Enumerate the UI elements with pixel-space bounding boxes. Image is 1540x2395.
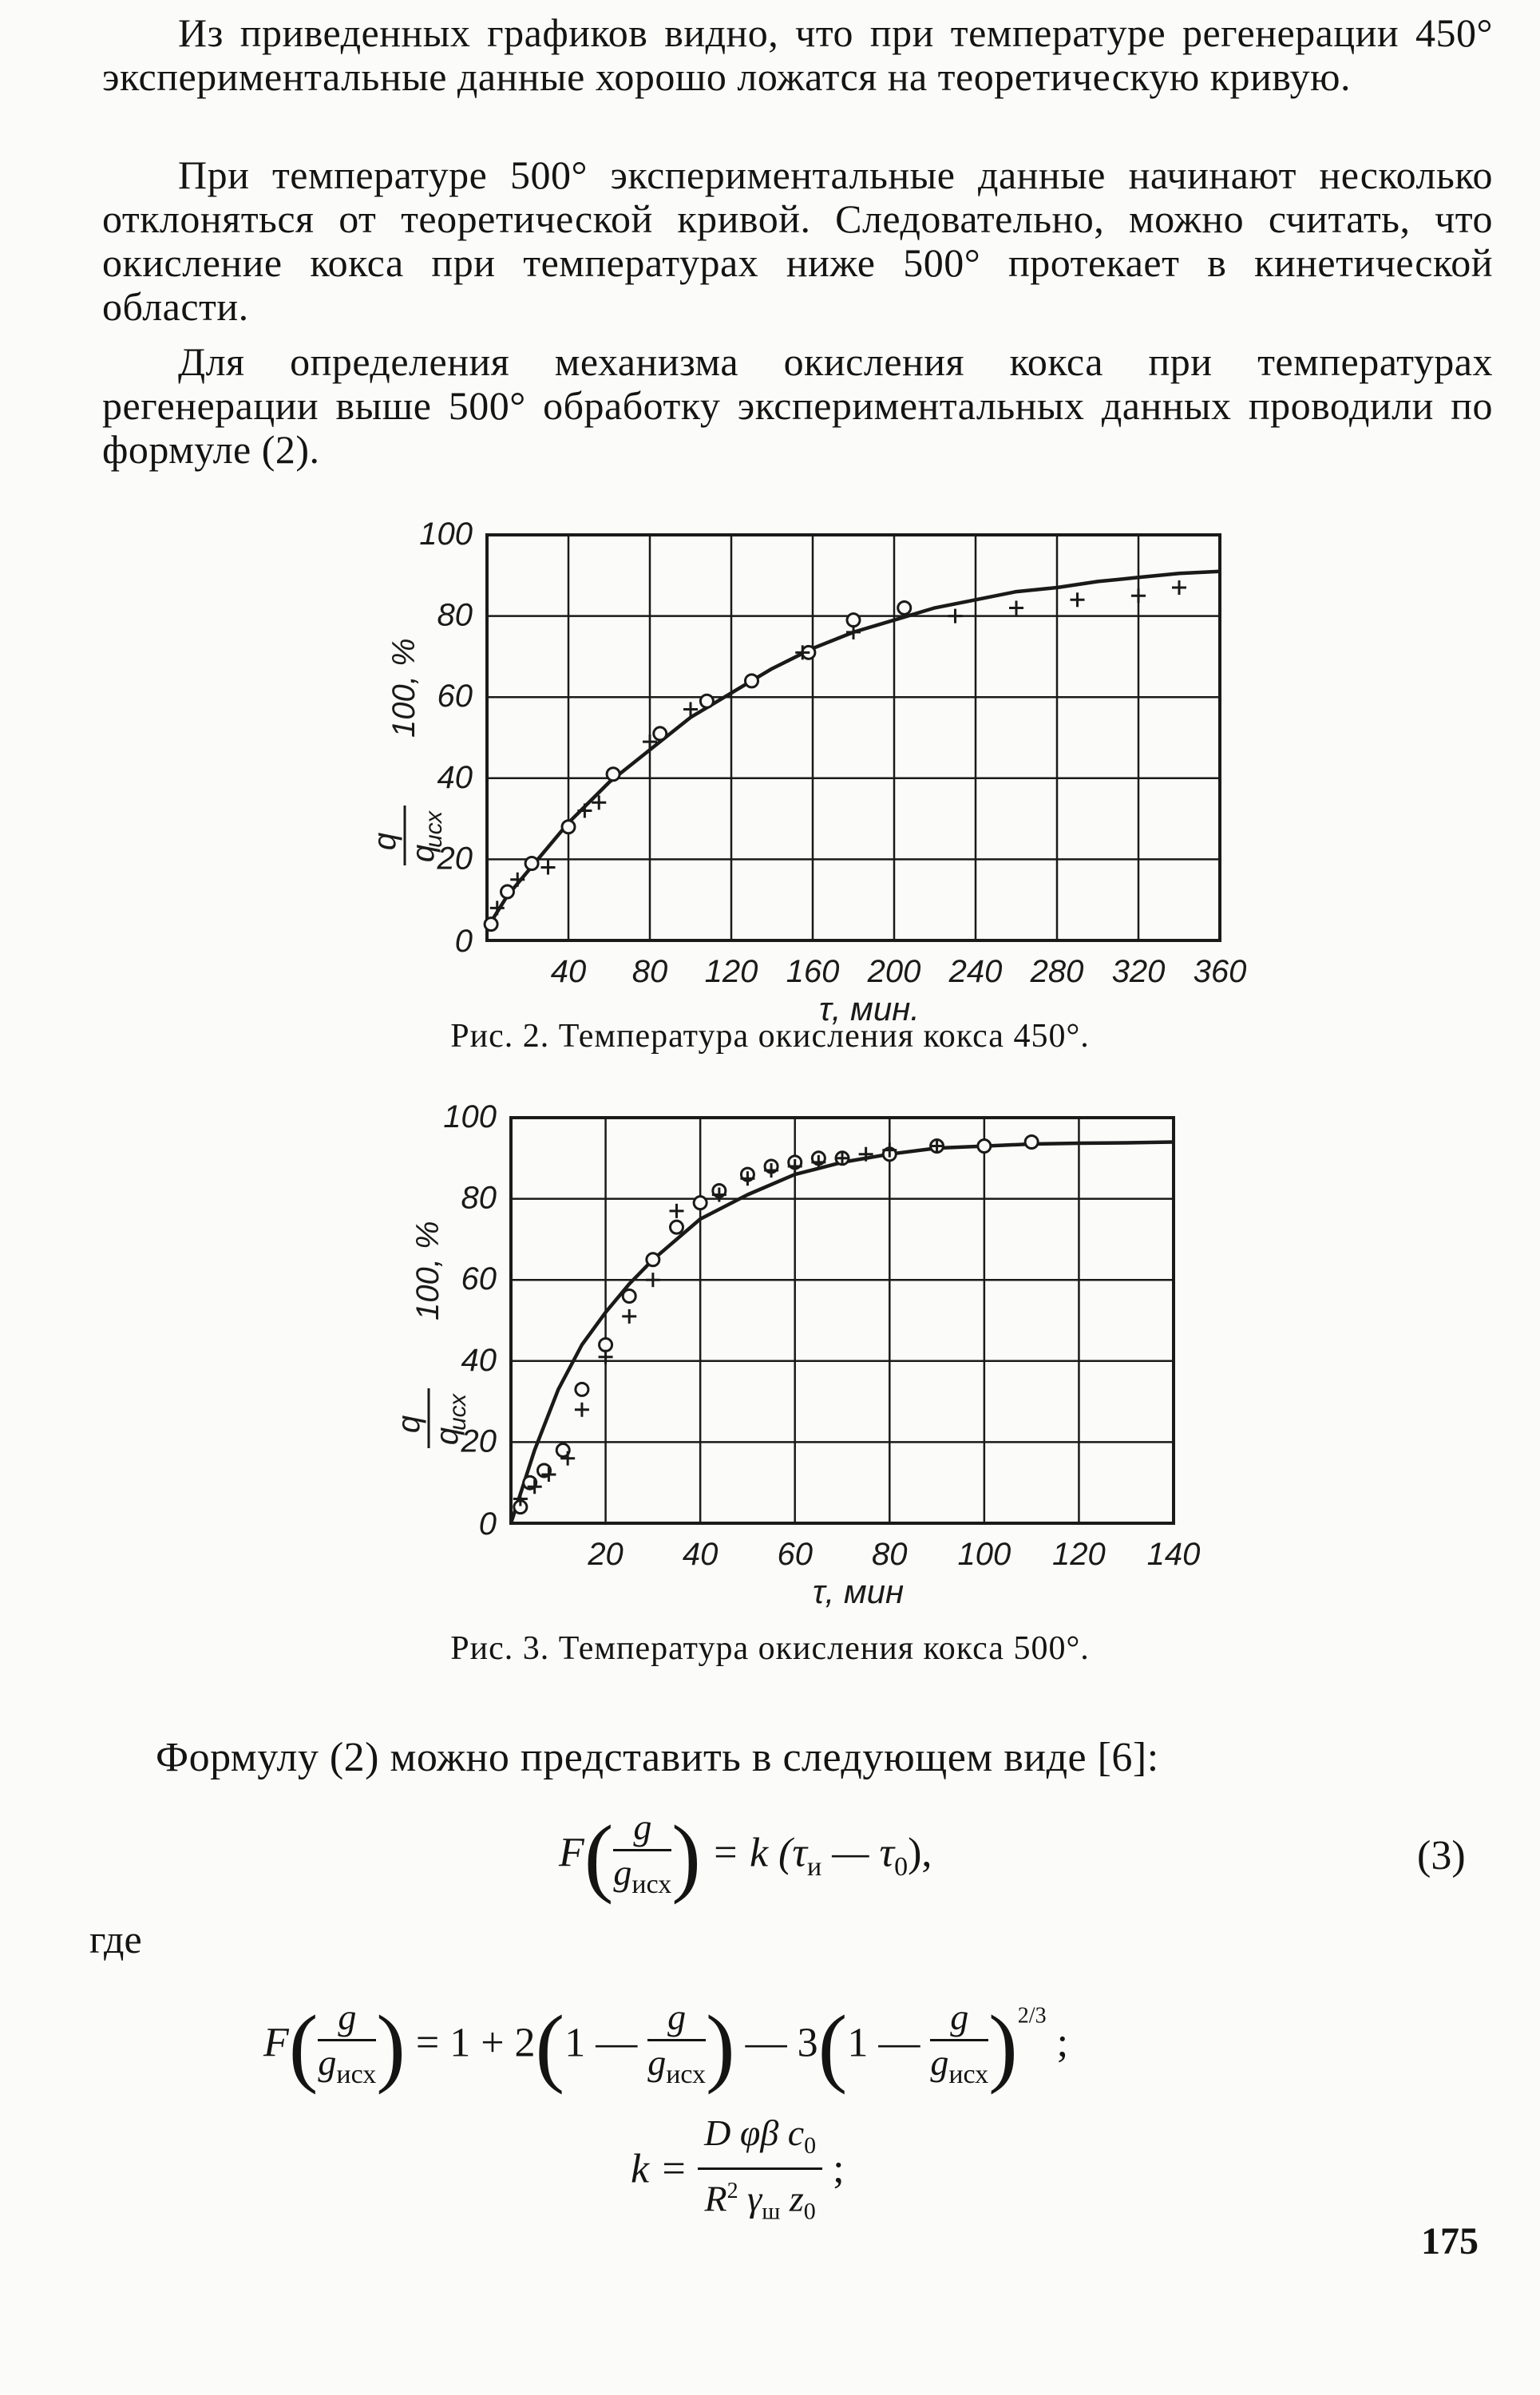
data-point-circle xyxy=(898,601,911,614)
eqf-minus3: — 3 xyxy=(745,2020,818,2066)
data-point-circle xyxy=(485,918,497,931)
eq3-f: F xyxy=(559,1830,584,1876)
equation-f: F( $\frac{g}{g_{исх}}$ ) = 1 + 2(1 — $\frac{g}{g_{исх}}$ ) — 3(1 — $\frac{g}{g_{исх}}$ )$^{2/3}$ ; xyxy=(263,1996,1068,2097)
data-point-circle xyxy=(700,695,713,707)
eqf-f: F xyxy=(263,2020,289,2066)
paragraph-1: Из приведенных графиков видно, что при температуре регенерации 450° экспериментальные данные хорошо ложатся на теоретическую кривую. xyxy=(102,10,1493,99)
data-point-circle xyxy=(671,1221,683,1233)
eq3-rhs: = k (τ xyxy=(711,1830,807,1876)
x-tick-label: 280 xyxy=(1030,954,1084,989)
y-tick-label: 40 xyxy=(437,759,473,795)
data-point-cross xyxy=(575,1403,589,1417)
eq3-sub-0: 0 xyxy=(894,1851,909,1882)
data-point-cross xyxy=(1071,592,1085,607)
eq3-sub-i: и xyxy=(807,1851,822,1882)
y-label-den-sub: исх xyxy=(445,1393,471,1431)
data-point-circle xyxy=(576,1383,588,1395)
data-point-cross xyxy=(577,803,592,817)
equation-k xyxy=(631,2112,845,2234)
data-point-circle xyxy=(647,1253,659,1266)
data-point-cross xyxy=(1009,600,1023,615)
x-tick-label: 20 xyxy=(588,1537,624,1572)
figure-2-svg xyxy=(335,511,1293,1038)
eqk-fraction: $\frac{D \varphi\beta c_0}{R^2 \gamma_ш z_0}$ xyxy=(698,2112,822,2234)
data-point-cross xyxy=(646,1273,660,1287)
eqf-fraction-2: $\frac{g}{g_{исх}}$ xyxy=(647,1997,707,2090)
eqf-fraction-1: $\frac{g}{g_{исх}}$ xyxy=(318,1997,377,2090)
y-tick-label: 60 xyxy=(461,1261,497,1297)
chart-1-grid xyxy=(511,1118,1174,1523)
y-axis-label xyxy=(367,638,447,865)
y-tick-label: 100 xyxy=(419,517,473,552)
x-tick-label: 80 xyxy=(631,954,668,989)
where-word: где xyxy=(89,1917,142,1962)
data-point-circle xyxy=(1025,1135,1038,1148)
data-point-cross xyxy=(1131,588,1146,603)
eqf-one-1: 1 — xyxy=(564,2020,638,2066)
data-point-cross xyxy=(622,1309,636,1324)
data-point-circle xyxy=(525,857,538,869)
y-tick-label: 80 xyxy=(437,597,473,633)
data-point-circle xyxy=(607,768,620,781)
y-label-den-sub: исх xyxy=(421,810,447,849)
y-tick-label: 0 xyxy=(478,1506,497,1542)
x-tick-label: 100 xyxy=(957,1537,1011,1572)
x-tick-label: 60 xyxy=(777,1537,813,1572)
plot-frame xyxy=(487,535,1220,940)
equation-3: F( $\frac{g}{g_{исх}}$ ) = k ($\tau_и$ — $\tau_0$), xyxy=(559,1806,932,1907)
x-tick-label: 140 xyxy=(1146,1537,1201,1572)
eq3-frac-num: g xyxy=(613,1806,671,1851)
data-point-circle xyxy=(623,1290,635,1303)
y-label-num: q xyxy=(391,1415,426,1434)
data-point-circle xyxy=(654,727,667,740)
x-tick-label: 80 xyxy=(872,1537,908,1572)
paragraph-3: Для определения механизма окисления кокса при температурах регенерации выше 500° обработку экспериментальных данных проводили по формуле (2). xyxy=(102,339,1493,472)
data-point-cross xyxy=(541,861,556,875)
eq3-fraction xyxy=(613,1806,671,1906)
y-label-rest: 100, % xyxy=(386,638,422,738)
data-point-cross xyxy=(1172,580,1186,595)
eqk-lhs: k = xyxy=(631,2146,688,2192)
eq3-rhs-mid: — τ xyxy=(821,1830,895,1876)
figure-2-caption: Рис. 2. Температура окисления кокса 450°. xyxy=(450,1018,1090,1055)
paragraph-2: При температуре 500° экспериментальные данные начинают несколько отклоняться от теоретической кривой. Следовательно, можно считать, что окисление кокса при температурах ниже 500° протекает в кинетической области. xyxy=(102,152,1493,329)
figure-3-chart xyxy=(367,1078,1325,1610)
x-tick-label: 360 xyxy=(1193,954,1247,989)
y-tick-label: 60 xyxy=(437,679,473,715)
eqk-end: ; xyxy=(833,2146,845,2192)
eqf-exponent: 2/3 xyxy=(1017,2003,1047,2029)
y-label-rest: 100, % xyxy=(410,1221,445,1320)
y-axis-label xyxy=(391,1221,471,1448)
figure-3-svg xyxy=(367,1078,1325,1610)
eq3-frac-den: g xyxy=(613,1852,632,1894)
data-point-circle xyxy=(978,1140,991,1153)
x-tick-label: 160 xyxy=(786,954,840,989)
data-point-circle xyxy=(600,1338,612,1351)
y-tick-label: 0 xyxy=(454,924,473,959)
plot-frame xyxy=(511,1118,1174,1523)
data-point-cross xyxy=(670,1204,684,1218)
page-number: 175 xyxy=(1421,2220,1479,2262)
y-tick-label: 20 xyxy=(437,841,473,877)
x-tick-label: 40 xyxy=(682,1537,719,1572)
eqf-eq: = 1 + 2 xyxy=(415,2020,536,2066)
figure-2-chart xyxy=(335,511,1293,1038)
figure-3-caption: Рис. 3. Температура окисления кокса 500°. xyxy=(450,1630,1090,1667)
formula-lead-text: Формулу (2) можно представить в следующем виде [6]: xyxy=(156,1735,1159,1780)
data-point-cross xyxy=(948,609,963,623)
data-point-circle xyxy=(694,1197,707,1209)
eqf-fraction-3: $\frac{g}{g_{исх}}$ xyxy=(930,1997,989,2090)
data-point-circle xyxy=(562,821,575,833)
x-axis-label: τ, мин xyxy=(812,1573,905,1610)
x-axis-label: τ, мин. xyxy=(819,990,920,1027)
eq3-rhs-end: ), xyxy=(908,1830,932,1876)
y-tick-label: 20 xyxy=(461,1423,497,1459)
eq3-frac-den-sub: исх xyxy=(631,1870,672,1900)
x-tick-label: 120 xyxy=(1052,1537,1106,1572)
x-tick-label: 240 xyxy=(948,954,1003,989)
chart-0-grid xyxy=(487,535,1220,940)
eqf-one-2: 1 — xyxy=(847,2020,920,2066)
equation-3-number: (3) xyxy=(1417,1833,1466,1878)
y-tick-label: 40 xyxy=(461,1342,497,1378)
y-label-den: q xyxy=(430,1427,465,1446)
y-label-den: q xyxy=(406,844,441,863)
data-point-circle xyxy=(746,675,758,687)
data-point-circle xyxy=(501,885,514,898)
eqf-end: ; xyxy=(1056,2020,1069,2066)
y-label-num: q xyxy=(367,832,402,851)
y-tick-label: 80 xyxy=(461,1180,497,1216)
x-tick-label: 200 xyxy=(867,954,921,989)
x-tick-label: 320 xyxy=(1111,954,1166,989)
data-point-cross xyxy=(846,625,861,639)
x-tick-label: 40 xyxy=(550,954,587,989)
y-tick-label: 100 xyxy=(443,1099,497,1134)
data-point-circle xyxy=(847,614,860,627)
data-point-cross xyxy=(510,873,525,887)
x-tick-label: 120 xyxy=(704,954,758,989)
